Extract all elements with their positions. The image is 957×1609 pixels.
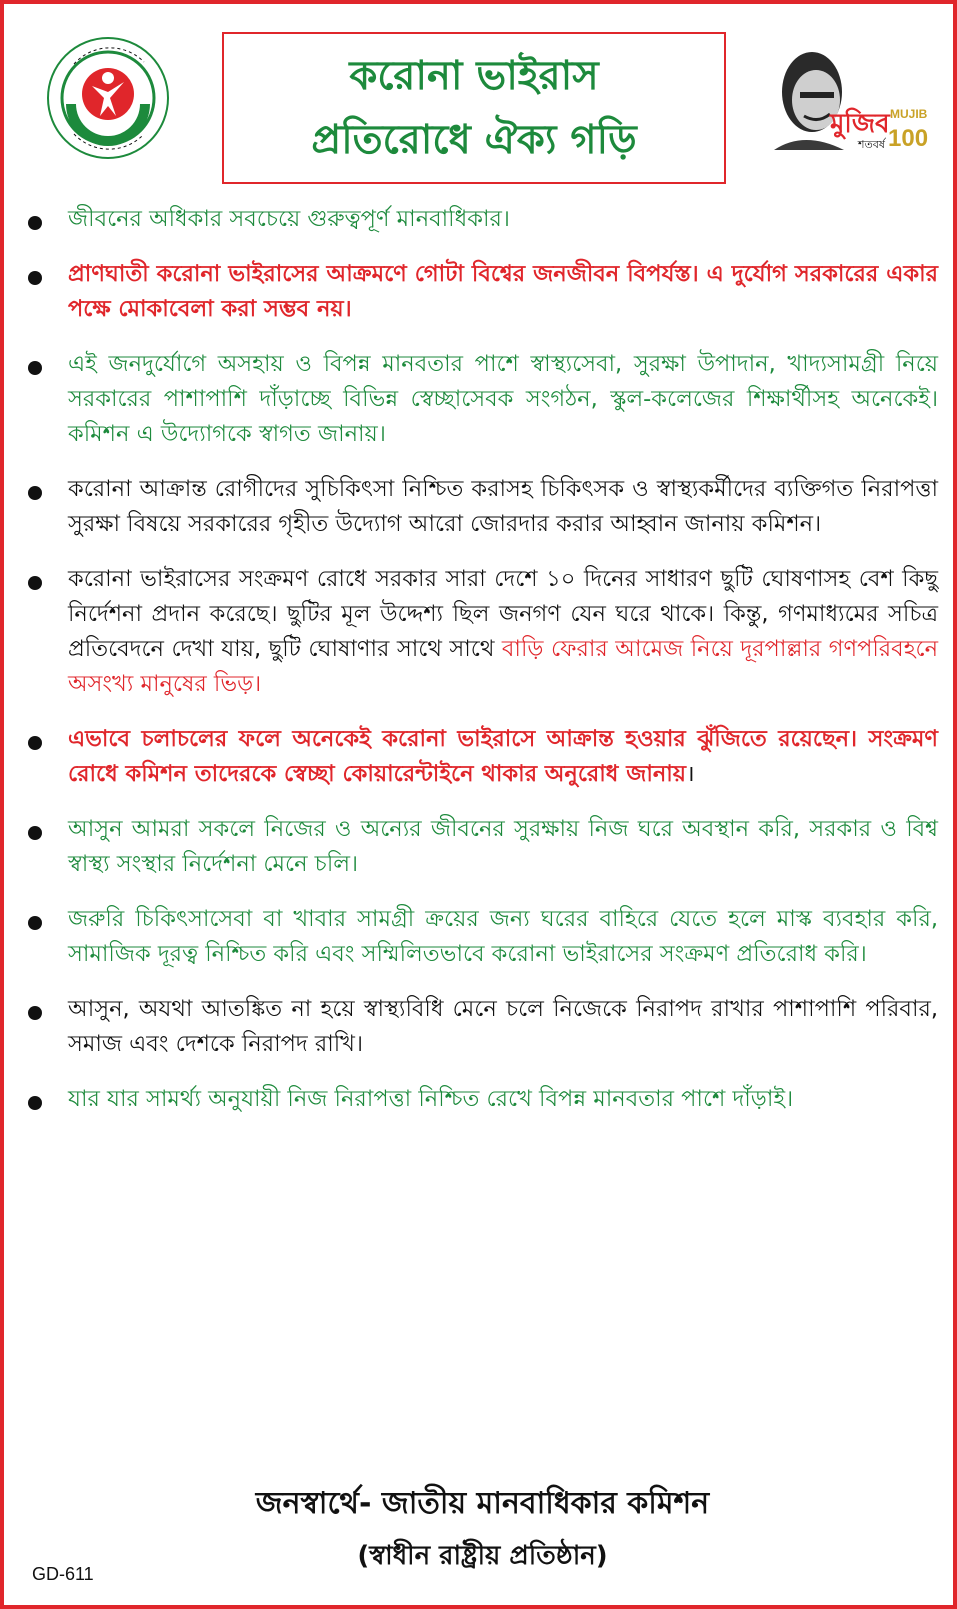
list-item	[28, 347, 938, 452]
list-item-text-part: এভাবে চলাচলের ফলে অনেকেই করোনা ভাইরাসে আক্রান্ত হওয়ার ঝুঁজিতে রয়েছেন। সংক্রমণ রোধে কমিশন তাদেরকে স্বেচ্ছা কোয়ারেন্টাইনে থাকার অনুরোধ জানায়	[68, 726, 938, 787]
list-item-text	[68, 562, 938, 702]
bullet-icon	[28, 916, 42, 930]
list-item	[28, 902, 938, 972]
list-item-text	[68, 722, 938, 792]
mujib-en-text: MUJIB	[890, 107, 928, 121]
bullet-icon	[28, 486, 42, 500]
list-item-text	[68, 472, 938, 542]
list-item-text-part: আসুন আমরা সকলে নিজের ও অন্যের জীবনের সুরক্ষায় নিজ ঘরে অবস্থান করি, সরকার ও বিশ্ব স্বাস্থ্য সংস্থার নির্দেশনা মেনে চলি।	[68, 816, 938, 877]
list-item-text-part: এই জনদুর্যোগে অসহায় ও বিপন্ন মানবতার পাশে স্বাস্থ্যসেবা, সুরক্ষা উপাদান, খাদ্যসামগ্রী নিয়ে সরকারের পাশাপাশি দাঁড়াচ্ছে বিভিন্ন স্বেচ্ছাসেবক সংগঠন, স্কুল-কলেজের শিক্ষার্থীসহ অনেকেই। কমিশন এ উদ্যোগকে স্বাগত জানায়।	[68, 351, 938, 447]
title-line-2: প্রতিরোধে ঐক্য গড়ি	[311, 117, 637, 163]
list-item-text	[68, 1082, 938, 1117]
bullet-icon	[28, 826, 42, 840]
mujib-bn-text: মুজিব	[830, 109, 890, 139]
list-item-text	[68, 347, 938, 452]
list-item-text	[68, 992, 938, 1062]
title-line-1: করোনা ভাইরাস	[349, 53, 599, 99]
list-item	[28, 562, 938, 702]
bullet-list	[28, 202, 938, 1137]
list-item-text-part: করোনা আক্রান্ত রোগীদের সুচিকিৎসা নিশ্চিত করাসহ চিকিৎসক ও স্বাস্থ্যকর্মীদের ব্যক্তিগত নিরাপত্তা সুরক্ষা বিষয়ে সরকারের গৃহীত উদ্যোগ আরো জোরদার করার আহ্বান জানায় কমিশন।	[68, 476, 938, 537]
bullet-icon	[28, 736, 42, 750]
list-item	[28, 472, 938, 542]
list-item-text-part: যার যার সামর্থ্য অনুযায়ী নিজ নিরাপত্তা নিশ্চিত রেখে বিপন্ন মানবতার পাশে দাঁড়াই।	[68, 1086, 794, 1112]
bullet-icon	[28, 216, 42, 230]
list-item	[28, 992, 938, 1062]
title-box	[222, 32, 726, 184]
list-item-text-part: জীবনের অধিকার সবচেয়ে গুরুত্বপূর্ণ মানবাধিকার।	[68, 206, 510, 232]
bullet-icon	[28, 1096, 42, 1110]
list-item	[28, 1082, 938, 1117]
list-item-text	[68, 812, 938, 882]
list-item-text	[68, 257, 938, 327]
list-item	[28, 722, 938, 792]
list-item-text-part: বাড়ি ফেরার আমেজ নিয়ে দূরপাল্লার গণপরিবহনে অসংখ্য মানুষের ভিড়।	[68, 636, 939, 697]
list-item-text	[68, 902, 938, 972]
list-item	[28, 257, 938, 327]
footer-issuer: জনস্বার্থে- জাতীয় মানবাধিকার কমিশন	[255, 1486, 710, 1521]
mujib-100-logo-icon	[764, 40, 934, 160]
bullet-icon	[28, 361, 42, 375]
list-item	[28, 202, 938, 237]
bullet-icon	[28, 271, 42, 285]
list-item-text-part: জরুরি চিকিৎসাসেবা বা খাবার সামগ্রী ক্রয়ের জন্য ঘরের বাহিরে যেতে হলে মাস্ক ব্যবহার করি, সামাজিক দূরত্ব নিশ্চিত করি এবং সম্মিলিতভাবে করোনা ভাইরাসের সংক্রমণ প্রতিরোধ করি।	[68, 906, 938, 967]
bullet-icon	[28, 1006, 42, 1020]
list-item-text-part: করোনা ভাইরাসের সংক্রমণ রোধে সরকার সারা দেশে ১০ দিনের সাধারণ ছুটি ঘোষণাসহ বেশ কিছু নির্দেশনা প্রদান করেছে। ছুটির মূল উদ্দেশ্য ছিল জনগণ যেন ঘরে থাকে। কিন্তু, গণমাধ্যমের সচিত্র প্রতিবেদনে দেখা যায়, ছুটি ঘোষাণার সাথে সাথে	[68, 566, 938, 662]
mujib-number-text: 100	[888, 125, 929, 152]
human-rights-commission-logo-icon	[44, 34, 172, 162]
mujib-bn-sub-text: শতবর্ষ	[858, 138, 885, 151]
list-item	[28, 812, 938, 882]
list-item-text	[68, 202, 938, 237]
list-item-text-part: প্রাণঘাতী করোনা ভাইরাসের আক্রমণে গোটা বিশ্বের জনজীবন বিপর্যস্ত। এ দুর্যোগ সরকারের একার পক্ষে মোকাবেলা করা সম্ভব নয়।	[68, 261, 938, 322]
list-item-text-part: ।	[686, 761, 695, 787]
footer-subtitle: (স্বাধীন রাষ্ট্রীয় প্রতিষ্ঠান)	[357, 1541, 608, 1571]
bullet-icon	[28, 576, 42, 590]
ad-code: GD-611	[32, 1564, 94, 1584]
list-item-text-part: আসুন, অযথা আতঙ্কিত না হয়ে স্বাস্থ্যবিধি মেনে চলে নিজেকে নিরাপদ রাখার পাশাপাশি পরিবার, সমাজ এবং দেশকে নিরাপদ রাখি।	[68, 996, 938, 1057]
